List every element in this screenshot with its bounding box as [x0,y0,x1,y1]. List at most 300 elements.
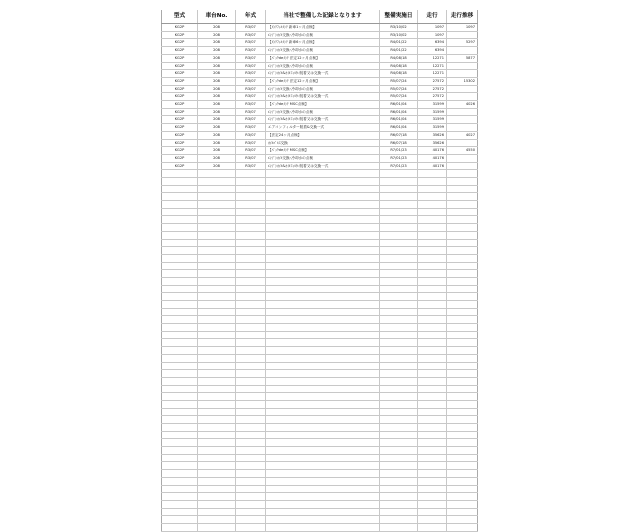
table-row [162,77,478,85]
empty-cell [380,293,418,301]
empty-cell [198,201,236,209]
empty-cell [198,470,236,478]
cell-chassis-number: 208 [198,54,236,62]
table-row [162,31,478,39]
empty-cell [162,316,198,324]
empty-row [162,416,478,424]
cell-service-description: ｵｲﾙﾊﾟﾙｽ交換 [266,139,380,147]
cell-service-date: R4/08/18 [380,70,418,78]
cell-chassis-number: 208 [198,47,236,55]
empty-cell [162,239,198,247]
empty-cell [198,385,236,393]
empty-row [162,508,478,516]
empty-cell [447,216,478,224]
empty-cell [198,508,236,516]
cell-model: KG2P [162,31,198,39]
empty-cell [198,277,236,285]
empty-cell [236,347,266,355]
empty-cell [162,285,198,293]
empty-cell [418,447,447,455]
empty-cell [198,516,236,524]
empty-cell [236,424,266,432]
cell-model: KG2P [162,108,198,116]
cell-mileage-change [447,139,478,147]
table-row [162,108,478,116]
empty-cell [198,408,236,416]
cell-service-description: ｴﾝｼﾞﾝｵｲﾙ&ｵｲﾙﾌｨﾙﾀｰ脱着又は交換一式 [266,93,380,101]
empty-cell [380,231,418,239]
empty-cell [162,439,198,447]
cell-model-year: R3/07 [236,154,266,162]
empty-cell [418,477,447,485]
empty-row [162,500,478,508]
cell-service-date: R6/01/04 [380,101,418,109]
cell-mileage: 12271 [418,54,447,62]
empty-row [162,447,478,455]
empty-cell [447,178,478,186]
table-row [162,93,478,101]
empty-cell [266,208,380,216]
empty-cell [418,462,447,470]
cell-mileage-change: 15302 [447,77,478,85]
cell-chassis-number: 208 [198,147,236,155]
empty-cell [418,301,447,309]
empty-cell [236,178,266,186]
empty-cell [447,416,478,424]
empty-cell [447,239,478,247]
empty-cell [266,170,380,178]
cell-model-year: R3/07 [236,47,266,55]
cell-model-year: R3/07 [236,54,266,62]
empty-cell [236,408,266,416]
empty-cell [447,331,478,339]
empty-cell [380,370,418,378]
empty-cell [380,493,418,501]
cell-chassis-number: 208 [198,116,236,124]
empty-cell [418,454,447,462]
empty-row [162,516,478,524]
empty-cell [418,370,447,378]
empty-cell [198,285,236,293]
empty-cell [418,308,447,316]
empty-cell [236,493,266,501]
cell-service-date: R4/08/18 [380,62,418,70]
empty-row [162,354,478,362]
empty-cell [380,500,418,508]
empty-cell [162,470,198,478]
empty-cell [266,447,380,455]
cell-service-date: R6/07/18 [380,139,418,147]
cell-service-description: 【ﾒﾝﾃﾌｪﾙﾒﾝﾃ 新車1ヶ月点検】 [266,24,380,32]
empty-cell [236,239,266,247]
empty-cell [198,231,236,239]
cell-service-date: R3/10/02 [380,31,418,39]
empty-cell [380,262,418,270]
empty-cell [236,216,266,224]
table-row [162,131,478,139]
empty-cell [418,493,447,501]
column-header-mileage-change: 走行推移 [447,10,478,24]
empty-cell [198,447,236,455]
empty-cell [236,362,266,370]
cell-model-year: R3/07 [236,85,266,93]
empty-cell [380,347,418,355]
empty-cell [266,516,380,524]
cell-service-description: 【ﾊﾟｯｸdeﾒﾝﾃ MSC点検】 [266,101,380,109]
cell-mileage-change [447,124,478,132]
empty-cell [418,216,447,224]
cell-service-description: ｴﾝｼﾞﾝｵｲﾙ&ｵｲﾙﾌｨﾙﾀｰ脱着又は交換一式 [266,116,380,124]
empty-cell [236,477,266,485]
empty-row [162,316,478,324]
empty-cell [198,293,236,301]
empty-cell [447,447,478,455]
empty-row [162,193,478,201]
empty-cell [447,301,478,309]
empty-cell [198,377,236,385]
cell-mileage: 35626 [418,139,447,147]
empty-cell [380,431,418,439]
empty-row [162,339,478,347]
empty-cell [236,516,266,524]
empty-cell [162,277,198,285]
cell-service-date: R4/01/22 [380,47,418,55]
empty-cell [236,201,266,209]
empty-cell [418,293,447,301]
table-row [162,147,478,155]
cell-mileage-change: 4550 [447,147,478,155]
empty-cell [198,462,236,470]
empty-cell [447,354,478,362]
empty-cell [380,216,418,224]
empty-cell [418,516,447,524]
empty-cell [236,262,266,270]
empty-row [162,308,478,316]
cell-model-year: R3/07 [236,39,266,47]
empty-row [162,362,478,370]
column-header-service-record: 当社で整備した記録となります [266,10,380,24]
cell-service-date: R6/01/04 [380,116,418,124]
table-row [162,24,478,32]
empty-cell [447,424,478,432]
empty-cell [236,277,266,285]
empty-cell [198,477,236,485]
empty-cell [236,231,266,239]
empty-row [162,216,478,224]
empty-cell [447,516,478,524]
empty-cell [266,339,380,347]
cell-mileage: 31599 [418,108,447,116]
cell-service-description: 【ﾊﾟｯｸdeﾒﾝﾃ 法定12ヶ月点検】 [266,54,380,62]
empty-cell [447,293,478,301]
empty-cell [162,424,198,432]
empty-cell [447,493,478,501]
empty-cell [447,324,478,332]
empty-cell [236,377,266,385]
cell-mileage-change [447,85,478,93]
table-row [162,39,478,47]
cell-chassis-number: 208 [198,85,236,93]
empty-cell [447,431,478,439]
empty-cell [266,400,380,408]
empty-cell [266,477,380,485]
empty-cell [162,454,198,462]
cell-model-year: R3/07 [236,139,266,147]
cell-mileage-change [447,154,478,162]
empty-cell [198,185,236,193]
empty-cell [236,447,266,455]
empty-row [162,377,478,385]
empty-cell [380,301,418,309]
empty-cell [266,247,380,255]
empty-cell [380,193,418,201]
empty-cell [236,485,266,493]
empty-cell [266,239,380,247]
empty-cell [236,370,266,378]
empty-cell [198,193,236,201]
cell-model-year: R3/07 [236,116,266,124]
empty-cell [380,308,418,316]
cell-model: KG2P [162,162,198,170]
cell-service-description: ｴﾝｼﾞﾝｵｲﾙ交換･冷却水の点検 [266,85,380,93]
empty-cell [447,247,478,255]
cell-service-description: ｴﾝｼﾞﾝｵｲﾙ&ｵｲﾙﾌｨﾙﾀｰ脱着又は交換一式 [266,162,380,170]
empty-cell [236,354,266,362]
empty-row [162,454,478,462]
table-row [162,47,478,55]
empty-cell [266,216,380,224]
empty-row [162,208,478,216]
empty-cell [162,293,198,301]
empty-row [162,470,478,478]
empty-cell [418,324,447,332]
empty-cell [162,385,198,393]
cell-mileage: 31599 [418,116,447,124]
empty-cell [266,301,380,309]
cell-mileage: 12271 [418,70,447,78]
cell-mileage-change: 5297 [447,39,478,47]
empty-cell [198,439,236,447]
empty-cell [380,523,418,531]
cell-mileage-change [447,47,478,55]
empty-cell [418,185,447,193]
empty-cell [198,500,236,508]
empty-cell [380,254,418,262]
empty-cell [266,508,380,516]
empty-cell [266,293,380,301]
cell-mileage-change [447,93,478,101]
empty-cell [162,185,198,193]
cell-chassis-number: 208 [198,139,236,147]
empty-cell [236,331,266,339]
cell-model: KG2P [162,77,198,85]
table-row [162,139,478,147]
cell-service-description: ｴﾝｼﾞﾝｵｲﾙ&ｵｲﾙﾌｨﾙﾀｰ脱着又は交換一式 [266,70,380,78]
empty-cell [418,201,447,209]
cell-mileage: 1097 [418,24,447,32]
cell-model-year: R3/07 [236,70,266,78]
cell-model: KG2P [162,24,198,32]
empty-cell [162,193,198,201]
empty-cell [266,201,380,209]
empty-cell [380,516,418,524]
empty-cell [236,270,266,278]
empty-cell [236,293,266,301]
empty-cell [198,416,236,424]
empty-cell [447,201,478,209]
cell-mileage-change: 4026 [447,101,478,109]
empty-cell [418,416,447,424]
cell-mileage: 6394 [418,39,447,47]
empty-cell [162,224,198,232]
cell-service-description: 【ﾒﾝﾃﾌｪﾙﾒﾝﾃ 新車6ヶ月点検】 [266,39,380,47]
empty-cell [162,247,198,255]
empty-cell [418,285,447,293]
cell-chassis-number: 208 [198,62,236,70]
empty-cell [236,454,266,462]
empty-cell [380,285,418,293]
empty-cell [266,354,380,362]
empty-cell [162,493,198,501]
cell-model-year: R3/07 [236,31,266,39]
empty-cell [236,431,266,439]
cell-model: KG2P [162,139,198,147]
empty-row [162,477,478,485]
empty-cell [198,301,236,309]
empty-cell [418,523,447,531]
empty-cell [198,316,236,324]
empty-cell [418,239,447,247]
empty-cell [162,516,198,524]
empty-cell [380,462,418,470]
cell-chassis-number: 208 [198,39,236,47]
empty-cell [418,178,447,186]
empty-cell [380,362,418,370]
empty-row [162,301,478,309]
empty-cell [380,178,418,186]
empty-cell [236,385,266,393]
empty-cell [418,254,447,262]
cell-model-year: R3/07 [236,108,266,116]
empty-row [162,385,478,393]
cell-mileage-change [447,108,478,116]
empty-cell [198,354,236,362]
empty-cell [266,270,380,278]
empty-cell [418,262,447,270]
cell-mileage: 35626 [418,131,447,139]
empty-cell [236,224,266,232]
empty-cell [418,431,447,439]
empty-cell [380,508,418,516]
cell-service-date: R7/01/23 [380,154,418,162]
empty-row [162,201,478,209]
empty-cell [162,178,198,186]
empty-cell [266,254,380,262]
empty-cell [418,224,447,232]
table-body [162,24,478,532]
empty-row [162,393,478,401]
empty-row [162,370,478,378]
table-row [162,62,478,70]
cell-model-year: R3/07 [236,93,266,101]
empty-cell [162,400,198,408]
cell-chassis-number: 208 [198,154,236,162]
cell-mileage-change [447,162,478,170]
empty-cell [162,270,198,278]
empty-cell [380,424,418,432]
empty-cell [380,170,418,178]
cell-chassis-number: 208 [198,24,236,32]
empty-cell [266,224,380,232]
table-row [162,54,478,62]
column-header-chassis-number: 車台No. [198,10,236,24]
cell-model: KG2P [162,93,198,101]
cell-service-date: R6/07/18 [380,131,418,139]
empty-cell [266,347,380,355]
empty-row [162,439,478,447]
cell-service-date: R4/01/22 [380,39,418,47]
empty-cell [162,254,198,262]
empty-cell [162,170,198,178]
column-header-model-year: 年式 [236,10,266,24]
empty-cell [236,301,266,309]
cell-model: KG2P [162,54,198,62]
empty-cell [162,354,198,362]
cell-model-year: R3/07 [236,77,266,85]
empty-row [162,424,478,432]
cell-chassis-number: 208 [198,101,236,109]
empty-cell [418,385,447,393]
cell-chassis-number: 208 [198,124,236,132]
empty-cell [266,178,380,186]
empty-cell [380,408,418,416]
empty-cell [198,254,236,262]
empty-cell [380,385,418,393]
empty-cell [198,247,236,255]
empty-cell [162,262,198,270]
empty-cell [380,354,418,362]
empty-cell [162,462,198,470]
cell-chassis-number: 208 [198,31,236,39]
empty-cell [447,185,478,193]
table-row [162,154,478,162]
empty-cell [418,193,447,201]
cell-mileage: 31599 [418,124,447,132]
empty-cell [266,408,380,416]
empty-row [162,523,478,531]
cell-service-description: ｴﾝｼﾞﾝｵｲﾙ交換･冷却水の点検 [266,31,380,39]
empty-cell [236,523,266,531]
cell-mileage-change [447,62,478,70]
empty-cell [447,454,478,462]
cell-service-date: R6/01/04 [380,108,418,116]
empty-cell [198,331,236,339]
cell-model: KG2P [162,147,198,155]
table-row [162,101,478,109]
empty-cell [236,308,266,316]
table-header [162,10,478,24]
empty-cell [236,393,266,401]
empty-cell [162,416,198,424]
empty-cell [380,439,418,447]
cell-service-date: R4/08/18 [380,54,418,62]
empty-cell [380,277,418,285]
cell-service-date: R5/07/24 [380,77,418,85]
empty-cell [447,485,478,493]
empty-cell [418,408,447,416]
empty-row [162,270,478,278]
empty-cell [447,362,478,370]
